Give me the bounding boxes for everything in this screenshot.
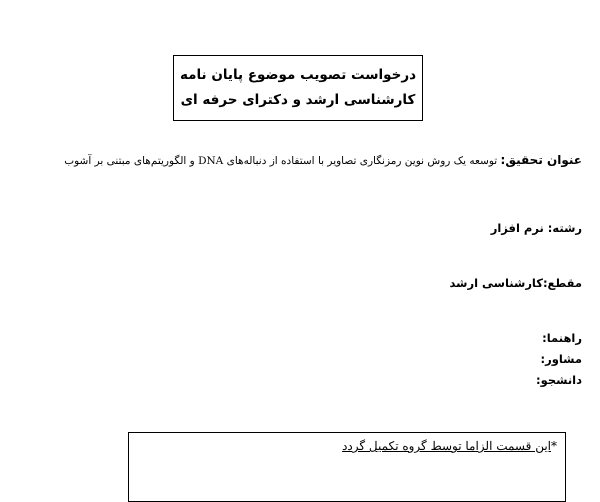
level-field: مقطع:کارشناسی ارشد bbox=[449, 276, 582, 290]
title-box bbox=[173, 55, 423, 121]
note-text: این قسمت الزاما توسط گروه تکمیل گردد bbox=[342, 439, 551, 453]
advisor-field: مشاور: bbox=[540, 352, 582, 366]
major-field: رشته: نرم افزار bbox=[490, 221, 582, 235]
research-topic bbox=[17, 149, 582, 172]
student-field: دانشجو: bbox=[536, 373, 582, 387]
supervisor-field: راهنما: bbox=[542, 331, 582, 345]
page-title-line-2: کارشناسی ارشد و دکترای حرفه ای bbox=[180, 92, 416, 108]
research-topic-text: توسعه یک روش نوین رمزنگاری تصاویر با استفاده از دنباله‌های DNA و الگوریتم‌های مبتنی بر آشوب bbox=[64, 155, 501, 167]
page-title-line-1: درخواست تصویب موضوع پایان نامه bbox=[179, 67, 417, 83]
research-topic-label: عنوان تحقیق: bbox=[500, 153, 582, 167]
committee-note-box bbox=[128, 432, 566, 502]
note-marker: * bbox=[551, 439, 557, 453]
